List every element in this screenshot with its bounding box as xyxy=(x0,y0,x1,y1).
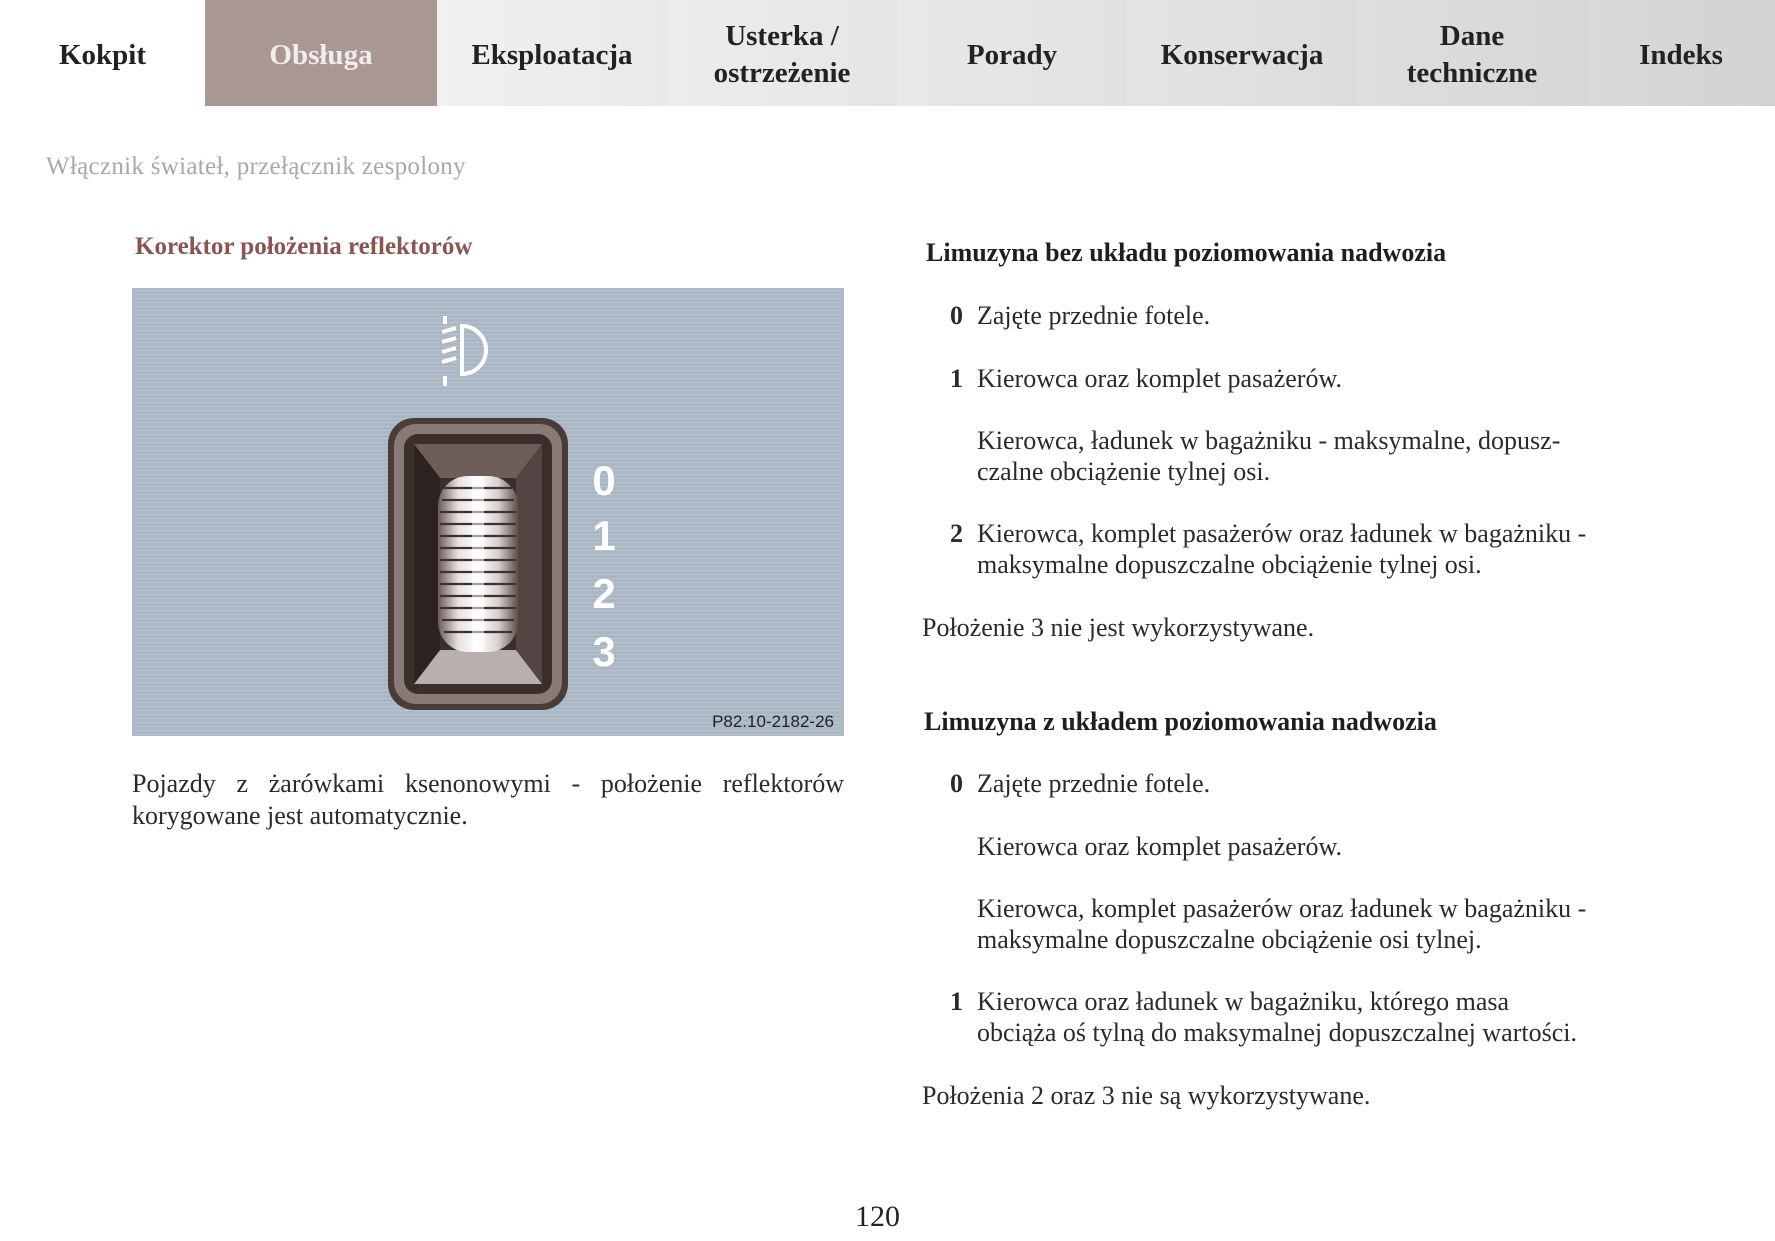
xenon-note: Pojazdy z żarówkami ksenonowymi - położenie reflektorów korygowane jest automatycznie. xyxy=(132,769,844,830)
tab-porady-label: Porady xyxy=(966,38,1058,71)
item-number: 0 xyxy=(950,769,963,798)
section-title: Włącznik świateł, przełącznik zespolony xyxy=(46,153,466,180)
section2-heading: Limuzyna z układem poziomowania nadwozia xyxy=(924,707,1437,736)
tab-indeks[interactable] xyxy=(1587,0,1775,106)
item-number: 1 xyxy=(950,987,963,1016)
figure-code: P82.10-2182-26 xyxy=(712,712,834,731)
figure-illustration xyxy=(132,288,844,736)
tab-dane-techniczne[interactable] xyxy=(1357,0,1587,106)
item-text: Kierowca oraz komplet pasażerów. xyxy=(977,364,1343,393)
tab-obsluga-label: Obsługa xyxy=(269,38,373,71)
section1-heading: Limuzyna bez układu poziomowania nadwozia xyxy=(926,238,1447,267)
item-text: Zajęte przednie fotele. xyxy=(977,301,1211,330)
item-text: Zajęte przednie fotele. xyxy=(977,769,1211,798)
thumbwheel-switch xyxy=(388,418,568,710)
page-number: 120 xyxy=(855,1200,900,1233)
tab-kokpit-label: Kokpit xyxy=(58,38,147,71)
top-nav xyxy=(0,0,1775,106)
headlight-adjuster-figure xyxy=(132,288,844,736)
tab-konserwacja[interactable] xyxy=(1127,0,1357,106)
position-2-label: 2 xyxy=(592,570,616,617)
item-text: Kierowca oraz ładunek w bagażniku, którego masa obciąża oś tylną do maksymalnej dopuszczalnej wartości. xyxy=(977,987,1577,1047)
item-number: 2 xyxy=(950,519,963,548)
tab-dane-label: Dane techniczne xyxy=(1406,20,1538,89)
position-1-label: 1 xyxy=(592,512,616,559)
tab-obsluga[interactable] xyxy=(205,0,437,106)
tab-eksploatacja[interactable] xyxy=(437,0,667,106)
section2-footer: Położenia 2 oraz 3 nie są wykorzystywane. xyxy=(922,1081,1371,1110)
section1-footer: Położenie 3 nie jest wykorzystywane. xyxy=(922,613,1315,642)
item-text: Kierowca oraz komplet pasażerów. xyxy=(977,832,1343,861)
tab-konserwacja-label: Konserwacja xyxy=(1160,38,1324,71)
item-number: 0 xyxy=(950,301,963,330)
tab-usterka-label: Usterka / ostrzeżenie xyxy=(713,20,851,89)
tab-usterka[interactable] xyxy=(667,0,897,106)
position-0-label: 0 xyxy=(592,457,616,504)
item-text: Kierowca, komplet pasażerów oraz ładunek w bagażniku - maksymalne dopuszczalne obciążenie osi tylnej. xyxy=(977,894,1587,954)
position-3-label: 3 xyxy=(592,628,616,675)
tab-eksploatacja-label: Eksploatacja xyxy=(471,38,633,71)
item-text: Kierowca, komplet pasażerów oraz ładunek w bagażniku - maksymalne dopuszczalne obciążenie tylnej osi. xyxy=(977,519,1587,579)
item-text: Kierowca, ładunek w bagażniku - maksymalne, dopusz- czalne obciążenie tylnej osi. xyxy=(977,426,1561,486)
left-heading: Korektor położenia reflektorów xyxy=(135,233,473,260)
tab-indeks-label: Indeks xyxy=(1639,38,1723,71)
item-number: 1 xyxy=(950,364,963,393)
tab-kokpit[interactable] xyxy=(0,0,205,106)
tab-porady[interactable] xyxy=(897,0,1127,106)
